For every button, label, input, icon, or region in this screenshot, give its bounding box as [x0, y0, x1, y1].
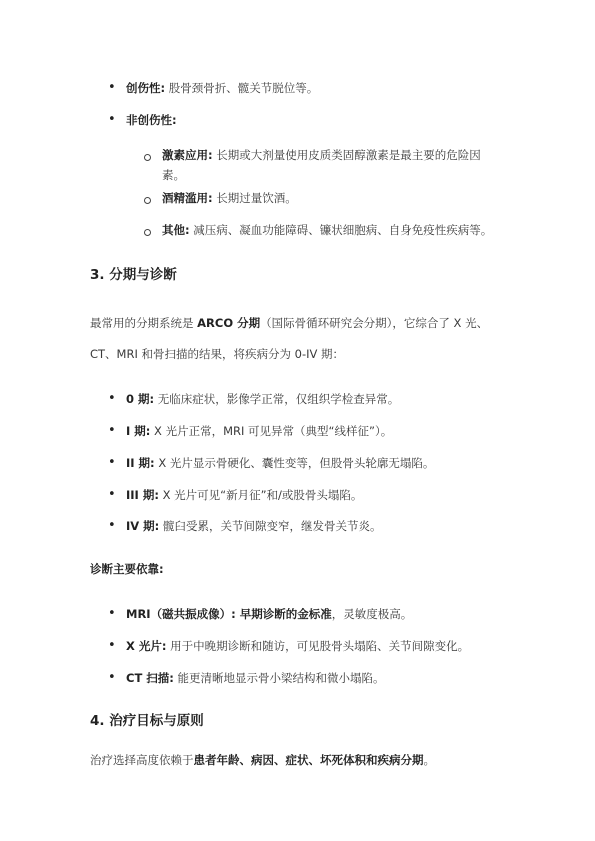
bullet-icon: •: [108, 518, 116, 533]
sub-item-other: [162, 220, 492, 240]
term: IV 期:: [126, 519, 160, 533]
bullet-icon: •: [108, 391, 116, 406]
bullet-icon: •: [108, 638, 116, 653]
desc: 用于中晚期诊断和随访，可见股骨头塌陷、关节间隙变化。: [166, 639, 470, 653]
desc: X 光片显示骨硬化、囊性变等，但股骨头轮廓无塌陷。: [154, 456, 435, 470]
term: II 期:: [126, 456, 155, 470]
term: X 光片:: [126, 639, 167, 653]
circle-bullet-icon: [144, 154, 151, 161]
section-heading-treatment: 4. 治疗目标与原则: [90, 713, 204, 729]
paragraph-staging-line2: CT、MRI 和骨扫描的结果，将疾病分为 0-IV 期：: [90, 347, 345, 361]
diagnosis-item-ct: [126, 668, 385, 688]
text: 最常用的分期系统是: [90, 316, 198, 330]
diagnosis-item-xray: [126, 636, 469, 656]
text: 治疗选择高度依赖于: [90, 753, 194, 767]
term: 激素应用:: [162, 148, 213, 162]
stage-item: [126, 453, 434, 473]
desc: 长期过量饮酒。: [212, 191, 297, 205]
circle-bullet-icon: [144, 197, 151, 204]
stage-item: [126, 421, 392, 441]
stage-item: [126, 516, 381, 536]
sub-item-steroid: [162, 145, 481, 165]
desc: 减压病、凝血功能障碍、镰状细胞病、自身免疫性疾病等。: [189, 223, 493, 237]
desc: 股骨颈骨折、髋关节脱位等。: [165, 81, 319, 95]
desc: 无临床症状，影像学正常，仅组织学检查异常。: [154, 392, 400, 406]
term: 酒精滥用:: [162, 191, 213, 205]
desc: 髋臼受累，关节间隙变窄，继发骨关节炎。: [159, 519, 382, 533]
bullet-icon: •: [108, 670, 116, 685]
bullet-icon: •: [108, 80, 116, 95]
term: MRI（磁共振成像）:: [126, 607, 236, 621]
diagnosis-label: 诊断主要依靠:: [90, 562, 164, 576]
text: 。: [423, 753, 435, 767]
text: （国际骨循环研究会分期），它综合了 X 光、: [260, 316, 489, 330]
term: 其他:: [162, 223, 190, 237]
paragraph-staging-line1: [90, 313, 488, 333]
diagnosis-item-mri: [126, 604, 412, 624]
term: I 期:: [126, 424, 151, 438]
term: CT 扫描:: [126, 671, 174, 685]
stage-item: [126, 389, 399, 409]
desc: 长期或大剂量使用皮质类固醇激素是最主要的危险因: [212, 148, 481, 162]
sub-item-steroid-cont: [162, 165, 185, 185]
circle-bullet-icon: [144, 229, 151, 236]
bullet-icon: •: [108, 112, 116, 127]
desc: X 光片可见“新月征”和/或股骨头塌陷。: [158, 488, 363, 502]
bold-desc: 早期诊断的金标准: [235, 607, 332, 621]
list-item-traumatic: [126, 78, 318, 98]
term: III 期:: [126, 488, 159, 502]
term: 非创伤性:: [126, 113, 177, 127]
list-item-nontraumatic: [126, 110, 177, 130]
section-heading-staging: 3. 分期与诊断: [90, 267, 177, 283]
bullet-icon: •: [108, 423, 116, 438]
desc-cont: 素。: [162, 168, 185, 182]
desc: 能更清晰地显示骨小梁结构和微小塌陷。: [173, 671, 385, 685]
stage-item: [126, 485, 362, 505]
sub-item-alcohol: [162, 188, 297, 208]
term: 0 期:: [126, 392, 155, 406]
desc: ，灵敏度极高。: [331, 607, 413, 621]
bullet-icon: •: [108, 487, 116, 502]
paragraph-treatment: [90, 750, 435, 770]
bullet-icon: •: [108, 455, 116, 470]
term: 创伤性:: [126, 81, 166, 95]
bold-text: 患者年龄、病因、症状、坏死体积和疾病分期: [193, 753, 424, 767]
desc: X 光片正常，MRI 可见异常（典型“线样征”）。: [150, 424, 393, 438]
bold-text: ARCO 分期: [197, 316, 261, 330]
bullet-icon: •: [108, 606, 116, 621]
